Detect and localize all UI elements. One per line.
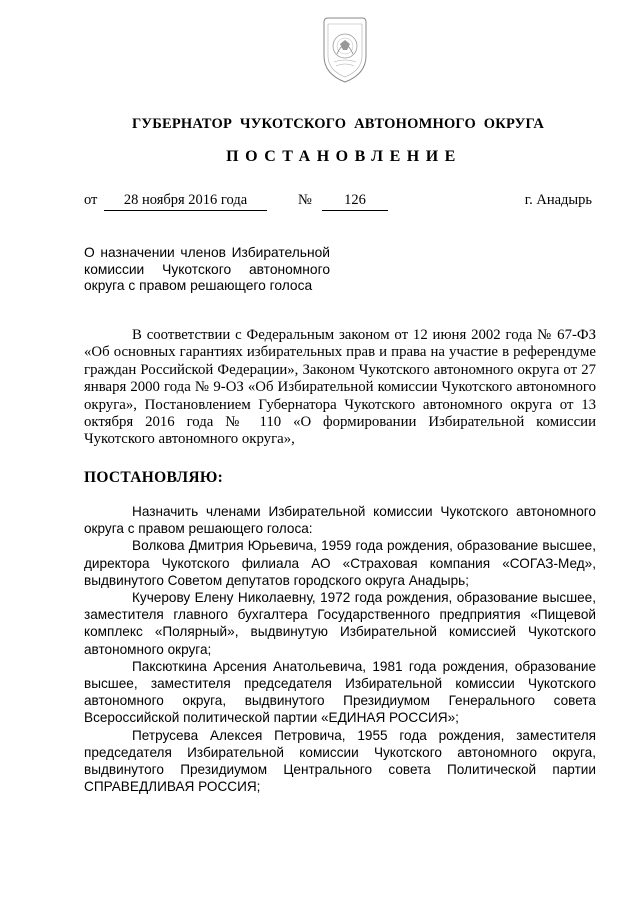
subject-line: округа с правом решающего голоса <box>84 278 313 293</box>
coat-of-arms-icon <box>316 14 374 86</box>
subject-line: О назначении членов Избирательной <box>84 245 330 260</box>
document-city: г. Анадырь <box>524 192 592 208</box>
decree-heading: ПОСТАНОВЛЯЮ: <box>84 469 224 486</box>
preamble-paragraph: В соответствии с Федеральным законом от 12 июня 2002 года № 67-ФЗ «Об основных гарантиях избирательных прав и права на участие в референдуме граждан Российской Федерации», Законом Чукотского автономного округа от 27 января 2000 года № 9-ОЗ «Об Избирательной комиссии Чукотского автономного округа», Постановлением Губернатора Чукотского автономного округа от 13 октября 2016 года № 110 «О формировании Избирательной комиссии Чукотского автономного округа», <box>84 327 596 448</box>
member-paragraph: Петрусева Алексея Петровича, 1955 года рождения, заместителя председателя Избирательной комиссии Чукотского автономного округа, выдвинутого Президиумом Центрального совета Политической партии СПРАВЕДЛИВАЯ РОССИЯ; <box>84 727 596 795</box>
decree-body <box>84 503 596 795</box>
document-number: 126 <box>322 192 388 211</box>
document-date: 28 ноября 2016 года <box>104 192 267 211</box>
member-paragraph: Паксюткина Арсения Анатольевича, 1981 года рождения, образование высшее, заместителя председателя Избирательной комиссии Чукотского автономного округа, выдвинутого Президиумом Генерального совета Всероссийской политической партии «ЕДИНАЯ РОССИЯ»; <box>84 658 596 726</box>
document-type: ПОСТАНОВЛЕНИЕ <box>226 148 462 165</box>
body-intro: Назначить членами Избирательной комиссии Чукотского автономного округа с правом решающего голоса: <box>84 504 596 537</box>
member-paragraph: Кучерову Елену Николаевну, 1972 года рождения, образование высшее, заместителя главного бухгалтера Государственного предприятия «Пищевой комплекс «Полярный», выдвинутую Избирательной комиссией Чукотского автономного округа; <box>84 590 596 657</box>
document-subject <box>84 245 330 295</box>
date-prefix: от <box>84 192 98 208</box>
number-prefix: № <box>298 192 312 208</box>
subject-line: комиссии Чукотского автономного <box>84 261 330 277</box>
issuing-authority: ГУБЕРНАТОР ЧУКОТСКОГО АВТОНОМНОГО ОКРУГА <box>131 116 545 132</box>
member-paragraph: Волкова Дмитрия Юрьевича, 1959 года рождения, образование высшее, директора Чукотского филиала АО «Страховая компания «СОГАЗ-Мед», выдвинутого Советом депутатов городского округа Анадырь; <box>84 538 596 588</box>
